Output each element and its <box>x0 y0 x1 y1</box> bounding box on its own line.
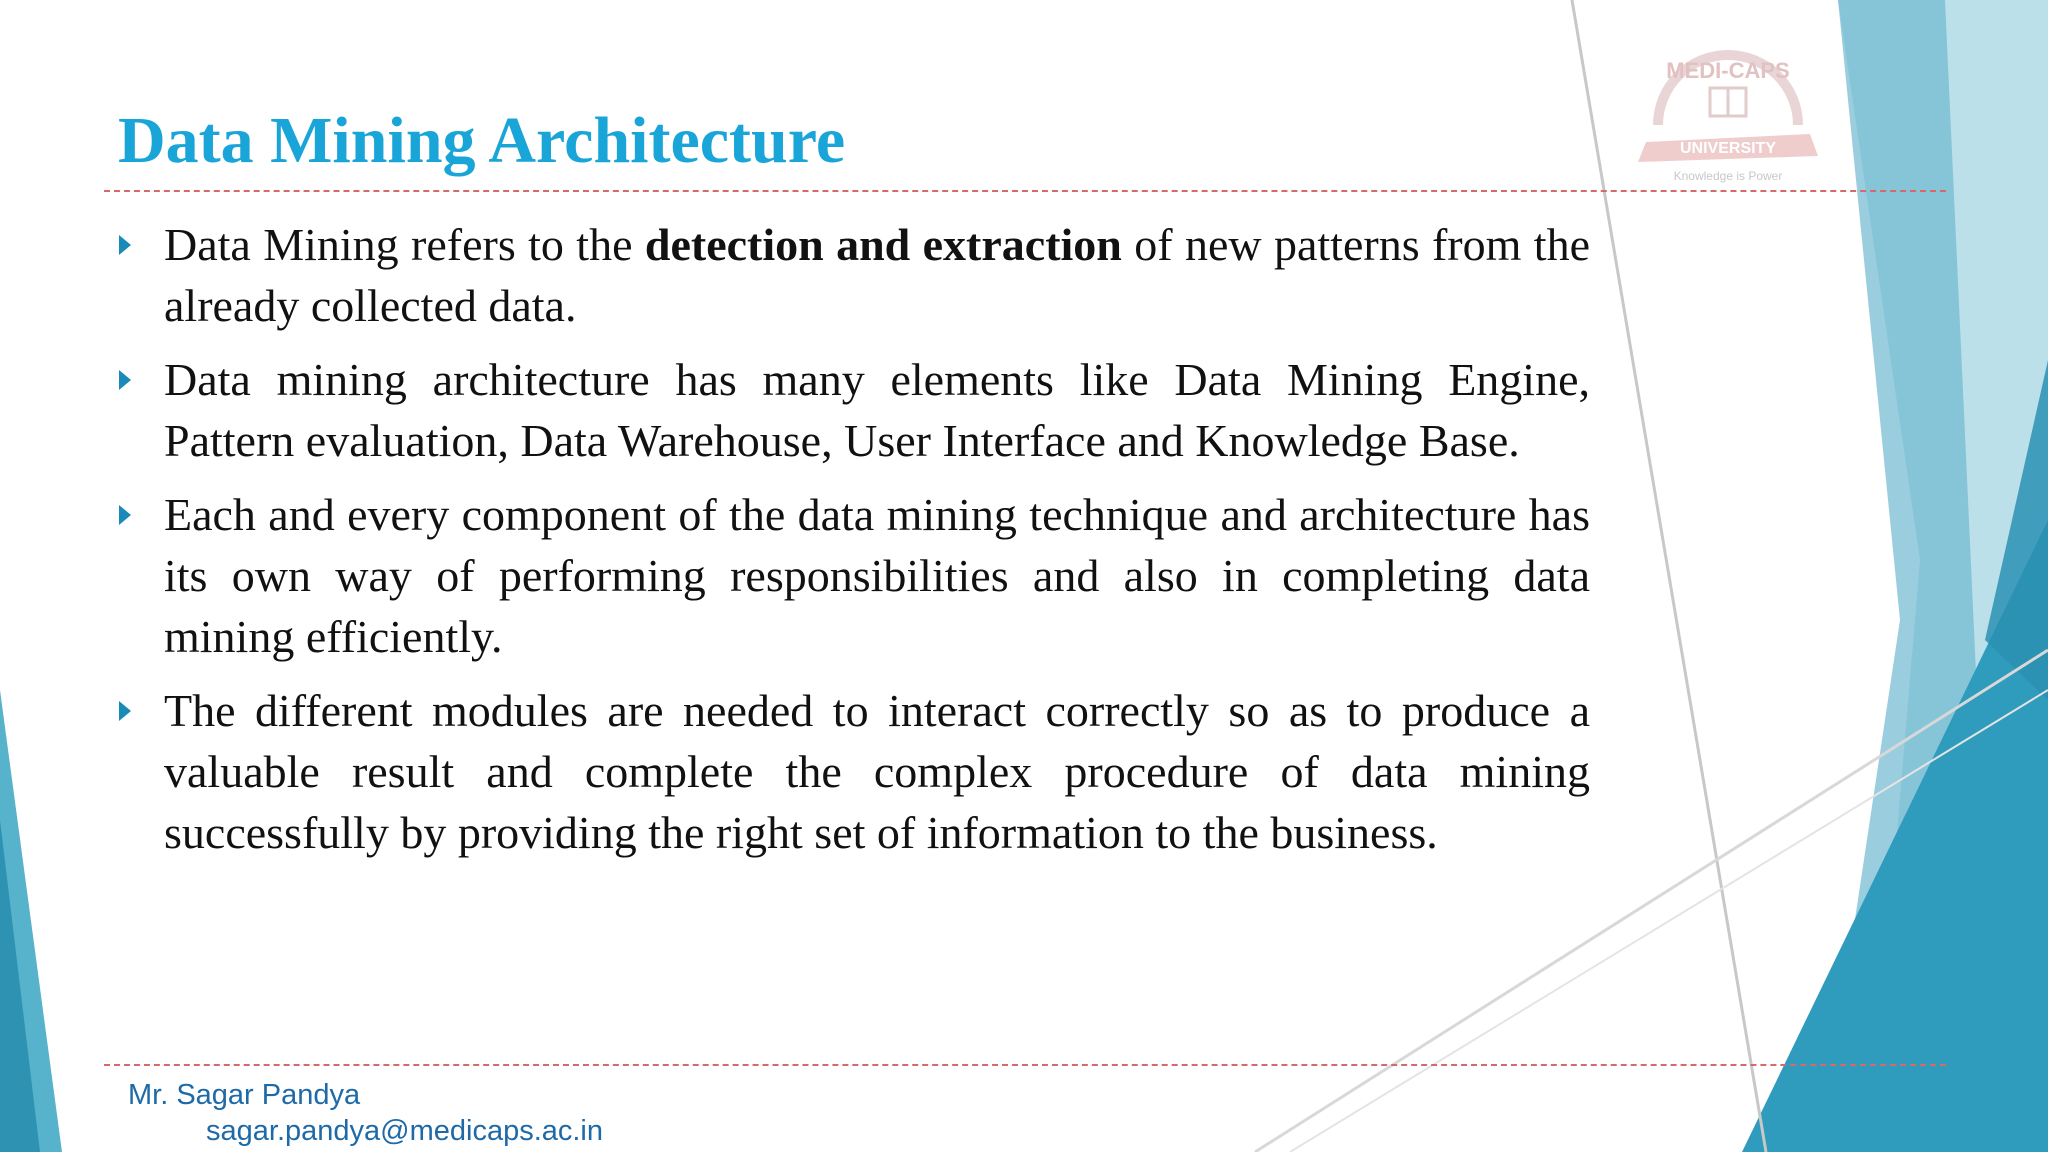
bullet-arrow-icon <box>119 505 131 525</box>
bullet-text: Data mining architecture has many elements like Data Mining Engine, Pattern evaluation, Data Warehouse, User Interface and Knowledge Base. <box>164 354 1590 466</box>
bullet-arrow-icon <box>119 235 131 255</box>
presenter-name: Mr. Sagar Pandya <box>128 1079 361 1111</box>
bullet-text: The different modules are needed to interact correctly so as to produce a valuable result and complete the complex procedure of data mining successfully by providing the right set of information to the business. <box>164 685 1590 858</box>
university-logo <box>1618 30 1838 190</box>
bullet-item <box>112 680 1590 863</box>
bullet-arrow-icon <box>119 370 131 390</box>
logo-tagline: Knowledge is Power <box>1673 169 1783 183</box>
bullet-list <box>112 214 1590 876</box>
presenter-email: sagar.pandya@medicaps.ac.in <box>206 1115 604 1147</box>
bullet-item <box>112 349 1590 471</box>
logo-top-text: MEDI-CAPS <box>1666 58 1790 83</box>
bullet-item <box>112 484 1590 667</box>
bullet-bold-text: detection and extraction <box>644 219 1122 270</box>
slide-title: Data Mining Architecture <box>118 104 846 177</box>
bullet-text: Data Mining refers to the <box>164 219 645 270</box>
bullet-arrow-icon <box>119 701 131 721</box>
bullet-item <box>112 214 1590 336</box>
logo-banner-text: UNIVERSITY <box>1679 140 1777 157</box>
title-divider <box>104 190 1946 192</box>
bullet-text: Each and every component of the data mining technique and architecture has its own way of performing responsibilities and also in completing data mining efficiently. <box>164 489 1590 662</box>
footer-divider <box>104 1064 1946 1066</box>
bullet-text: of new patterns from the already collected data. <box>164 219 1590 331</box>
